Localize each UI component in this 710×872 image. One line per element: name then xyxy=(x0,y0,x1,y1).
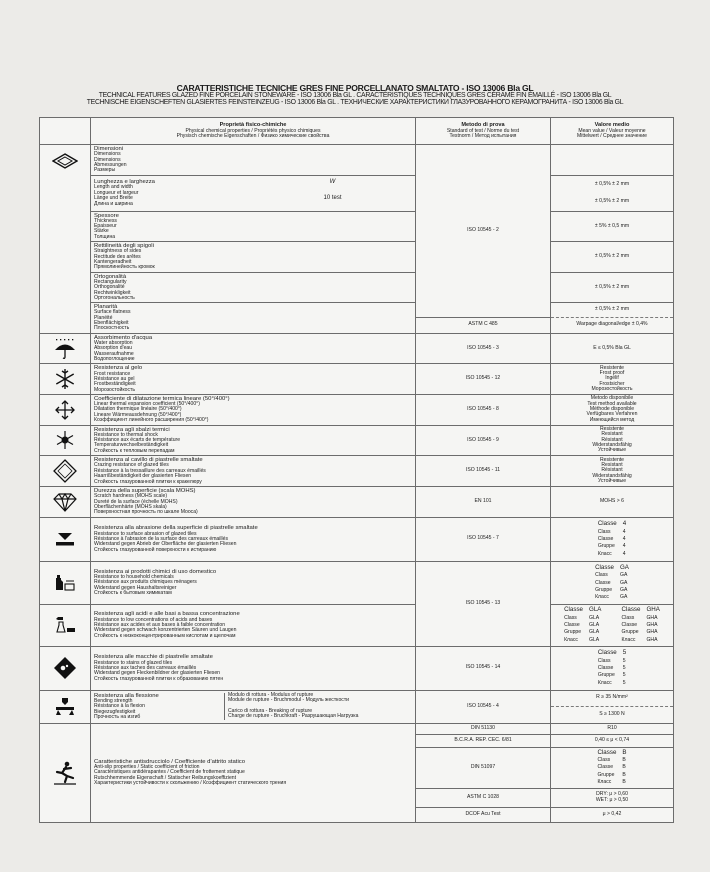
table-row: ASTM C 485 Warpage diagonal/edge ± 0,4% xyxy=(40,317,674,333)
table-row: Resistenza ai prodotti chimici di uso domestico Resistance to household chemicals Résistance aux produits chimiques ménagers Widerstand gegen Haushaltsreiniger Стойкость к бытовым химикатам ISO 10545 - 13 Classe GA Class GA Classe GA Gruppe GA Класс GA xyxy=(40,561,674,604)
acids-high-class: Classe GHA Class GHA Classe GHA Gruppe GHA Класс GHA xyxy=(621,606,660,643)
value-header: Valore medio Mean value / Valeur moyenne Mittelwert / Среднее значение xyxy=(551,118,674,145)
table-row: Spessore Thickness Epaisseur Stärke Толщина ± 5% ± 0,5 mm xyxy=(40,211,674,242)
table-row xyxy=(40,145,674,176)
table-row: B.C.R.A. REP. CEC. 6/81 0,40 ≤ μ < 0,74 xyxy=(40,734,674,747)
acid-flask-icon xyxy=(53,615,77,635)
table-row: Resistenza alla abrasione della superficie di piastrelle smaltate Resistance to surface abrasion of glazed tiles Résistance à l'abrasion de la surface des carreaux émaillés Widerstand gegen Abrieb der Oberfläche der glasierten Fliesen Стойкость глазурованной поверхности к истиранию ISO 10545 - 7 Classe 4 Class 4 Classe 4 Gruppe 4 Класс 4 xyxy=(40,517,674,561)
slip-class: Classe B Class B Classe B Gruppe B Класс B xyxy=(597,748,627,786)
table-row: Resistenza alla flessione Bending strength Résistance à la flexion Biegezugfestigkeit Прочность на изгиб Modulo di rottura - Modulus of rupture Module de rupture - Bruchmodul - Модуль жесткости Carico di rottura - Breaking of rupture Charge de rupture - Bruchkraft - Разрушающая Нагрузка ISO 10545 - 4 R ≥ 35 N/mm² xyxy=(40,690,674,706)
technical-features-table xyxy=(39,117,674,823)
straightness-cell: Rettilineità degli spigoli Straightness of sides Rectitude des arêtes Kantengeradheit Прямолинейность кромок xyxy=(91,242,416,273)
table-row xyxy=(40,604,674,646)
bending-strength-cell: Resistenza alla flessione Bending strength Résistance à la flexion Biegezugfestigkeit Прочность на изгиб Modulo di rottura - Modulus of rupture Module de rupture - Bruchmodul - Модуль жесткости Carico di rottura - Breaking of rupture Charge de rupture - Bruchkraft - Разрушающая Нагрузка xyxy=(91,690,416,723)
table-row: Durezza della superficie (scala MOHS) Scratch hardness (MOHS scale) Dureté de la surface (échelle MOHS) Oberflächenhärte (MOHS skala) Поверхностная прочность по шкале Мооса) EN 101 MOHS > 6 xyxy=(40,487,674,518)
test-label: 10 test xyxy=(323,194,342,201)
household-chemicals-cell: Resistenza ai prodotti chimici di uso domestico Resistance to household chemicals Résistance aux produits chimiques ménagers Widerstand gegen Haushaltsreiniger Стойкость к бытовым химикатам xyxy=(91,561,416,604)
table-row: DCOF Acu Test μ > 0,42 xyxy=(40,807,674,822)
thermal-shock-cell: Resistenza agli sbalzi termici Resistance to thermal shock Résistance aux écarts de température Temperaturwechselbeständigkeit Стойкость к тепловым перепадам xyxy=(91,425,416,456)
table-row: Caratteristiche antisdrucciolo / Coefficiente d'attrito statico Anti-slip properties / Static coefficient of friction Caractéristiques antidérapantes / Coefficient de frottement statique Rutschhemmende Eigenschaft / Statischer Reibungskoeffizient Характеристики устойчивости к скольжению / Коэффициент статического трения DIN 51130 R10 xyxy=(40,723,674,734)
table-row: Resistenza al cavillo di piastrelle smaltate Crazing resistance of glazed tiles Résistance à la tressaillure des carreaux émaillés Haarrißbeständigkeit der glasierten Fliesen Стойкость глазурованной плитки к кракелюру ISO 10545 - 11 Resistente Resistant Résistant Widerstandsfähig Устойчивые xyxy=(40,456,674,487)
crazing-cell: Resistenza al cavillo di piastrelle smaltate Crazing resistance of glazed tiles Résistance à la tressaillure des carreaux émaillés Haarrißbeständigkeit der glasierten Fliesen Стойкость глазурованной плитки к кракелюру xyxy=(91,456,416,487)
bending-icon xyxy=(54,697,76,717)
table-row: Resistenza al gelo Frost resistance Résistance au gel Frostbeständigkeit Морозостойкость ISO 10545 - 12 Resistente Frost proof Ingélif Frostsicher Морозостойкость xyxy=(40,364,674,395)
header-row xyxy=(40,118,674,145)
stain-class: Classe 5 Class 5 Classe 5 Gruppe 5 Класс 5 xyxy=(597,649,627,686)
page-header xyxy=(0,84,710,106)
title-line-1: CARATTERISTICHE TECNICHE GRES FINE PORCELLANATO SMALTATO - ISO 13006 Bla GL xyxy=(176,83,534,93)
slip-person-icon xyxy=(53,761,77,785)
table-row: Rettilineità degli spigoli Straightness of sides Rectitude des arêtes Kantengeradheit Прямолинейность кромок ± 0,5% ± 2 mm xyxy=(40,242,674,273)
thermal-shock-icon xyxy=(54,429,76,451)
stain-resistance-cell: Resistenza alle macchie di piastrelle smaltate Resistance to stains of glazed tiles Résistance aux taches des carreaux émaillés Widerstand gegen Fleckenbildner der glasierten Fliesen Стойкость глазурованной плитки к образованию пятен xyxy=(91,646,416,690)
abrasion-icon xyxy=(54,531,76,547)
abrasion-cell: Resistenza alla abrasione della superficie di piastrelle smaltate Resistance to surface abrasion of glazed tiles Résistance à l'abrasion de la surface des carreaux émaillés Widerstand gegen Abrieb der Oberfläche der glasierten Fliesen Стойкость глазурованной поверхности к истиранию xyxy=(91,517,416,561)
table-row: Assorbimento d'acqua Water absorption Absorption d'eau Wasseraufnahme Водопоглощение ISO 10545 - 3 E ≤ 0,5% Bla GL xyxy=(40,333,674,364)
table-row: Resistenza alle macchie di piastrelle smaltate Resistance to stains of glazed tiles Résistance aux taches des carreaux émaillés Widerstand gegen Fleckenbildner der glasierten Fliesen Стойкость глазурованной плитки к образованию пятен ISO 10545 - 14 Classe 5 Class 5 Classe 5 Gruppe 5 Класс 5 xyxy=(40,646,674,690)
gem-icon xyxy=(53,492,77,512)
length-cell: Lunghezza e larghezza Length and width Longueur et largeur Länge und Breite Длина и ширина W 10 test xyxy=(91,175,416,211)
surface-hardness-cell: Durezza della superficie (scala MOHS) Scratch hardness (MOHS scale) Dureté de la surface (échelle MOHS) Oberflächenhärte (MOHS skala) Поверхностная прочность по шкале Мооса) xyxy=(91,487,416,518)
table-row: Planarità Surface flatness Planéité Ebenflächigkeit Плоскостность ± 0,5% ± 2 mm xyxy=(40,303,674,317)
table-row: S ≥ 1300 N xyxy=(40,706,674,723)
table-row: Ortogonalità Rectangularity Orthogonalité Rechtwinkligkeit Ортогональность ± 0,5% ± 2 mm xyxy=(40,272,674,303)
household-chemicals-icon xyxy=(53,574,77,592)
water-absorption-cell: Assorbimento d'acqua Water absorption Absorption d'eau Wasseraufnahme Водопоглощение xyxy=(91,333,416,364)
umbrella-rain-icon xyxy=(53,338,77,360)
title-line-3: TECHNISCHE EIGENSCHEFTEN GLASIERTES FEINSTEINZEUG - ISO 13006 Bla GL . ТЕХНИЧЕСКИЕ ХАРАКТЕРИСТИКИ ГЛАЗУРОВАННОГО КЕРАМОГРАНИТА - ISO 13006 Bla GL xyxy=(86,98,624,106)
expansion-arrows-icon xyxy=(54,399,76,421)
household-class: Classe GA Class GA Classe GA Gruppe GA Класс GA xyxy=(595,563,629,601)
table-row: Resistenza agli sbalzi termici Resistance to thermal shock Résistance aux écarts de température Temperaturwechselbeständigkeit Стойкость к тепловым перепадам ISO 10545 - 9 Resistente Resistant Résistant Widerstandsfähig Устойчивые xyxy=(40,425,674,456)
anti-slip-cell: Caratteristiche antisdrucciolo / Coefficiente d'attrito statico Anti-slip properties / Static coefficient of friction Caractéristiques antidérapantes / Coefficient de frottement statique Rutschhemmende Eigenschaft / Statischer Reibungskoeffizient Характеристики устойчивости к скольжению / Коэффициент статического трения xyxy=(91,723,416,822)
w-label: W xyxy=(329,179,336,186)
snowflake-icon xyxy=(54,368,76,390)
thickness-cell: Spessore Thickness Epaisseur Stärke Толщина xyxy=(91,211,416,242)
table-row: ASTM C 1028 DRY: μ > 0,60 WET: μ > 0,50 xyxy=(40,788,674,807)
title-line-2: TECHNICAL FEATURES GLAZED FINE PORCELAIN STONEWARE - ISO 13006 Bla GL . CARACTÉRISTIQUES TECHNIQUES GRES CÉRAME FIN ÉMAILLÉ - ISO 13006 Bla GL xyxy=(98,91,612,99)
table-row: Coefficiente di dilatazione termica lineare (50°/400°) Linear thermal expansion coefficient (50°/400°) Dilatation thermique linéaire (50°/400°) Lineare Wärmeausdehnung (50°/400°) Коэффициент линейного расширения (50°/400°) ISO 10545 - 8 Metodo disponibile Test method available Méthode disponible Verfügbares Verfahren Имеющийся метод xyxy=(40,394,674,425)
stain-icon xyxy=(53,656,77,680)
property-header: Proprietà fisico-chimiche Physical chemical properties / Propriétés physico chimiques Physisch chemische Eigenschaften / Физико химические свойства xyxy=(91,118,416,145)
flatness-cell: Planarità Surface flatness Planéité Ebenflächigkeit Плоскостность xyxy=(91,303,416,334)
table-row: Lunghezza e larghezza Length and width Longueur et largeur Länge und Breite Длина и ширина W 10 test ± 0,5% ± 2 mm ± 0,5% ± 2 mm xyxy=(40,175,674,211)
method-header: Metodo di prova Standard of test / Norme du test Testnorm / Метод испытания xyxy=(416,118,551,145)
abrasion-class: Classe 4 Class 4 Classe 4 Gruppe 4 Класс 4 xyxy=(597,520,627,557)
dimensions-cell: Dimensioni Dimensions Dimensions Abmessungen Размеры xyxy=(91,145,416,176)
orthogonality-cell: Ortogonalità Rectangularity Orthogonalité Rechtwinkligkeit Ортогональность xyxy=(91,272,416,303)
acids-bases-cell: Resistenza agli acidi e alle basi a bassa concentrazione Resistance to low concentrations of acids and bases Résistance aux acides et aux bases à faible concentration Widerstand gegen schwach konzentrierten Säuren und Laugen Стойкость к низкоконцентрированным кислотам и щелочам xyxy=(91,604,416,646)
crazing-diamond-icon xyxy=(53,459,77,483)
table-row: DIN 51097 Classe B Class B Classe B Gruppe B Класс B xyxy=(40,747,674,788)
frost-resistance-cell: Resistenza al gelo Frost resistance Résistance au gel Frostbeständigkeit Морозостойкость xyxy=(91,364,416,395)
tile-diamond-icon xyxy=(52,153,78,169)
dimensions-method: ISO 10545 - 2 xyxy=(416,145,551,318)
acids-low-class: Classe GLA Class GLA Classe GLA Gruppe GLA Класс GLA xyxy=(564,606,602,643)
thermal-expansion-cell: Coefficiente di dilatazione termica lineare (50°/400°) Linear thermal expansion coefficient (50°/400°) Dilatation thermique linéaire (50°/400°) Lineare Wärmeausdehnung (50°/400°) Коэффициент линейного расширения (50°/400°) xyxy=(91,394,416,425)
